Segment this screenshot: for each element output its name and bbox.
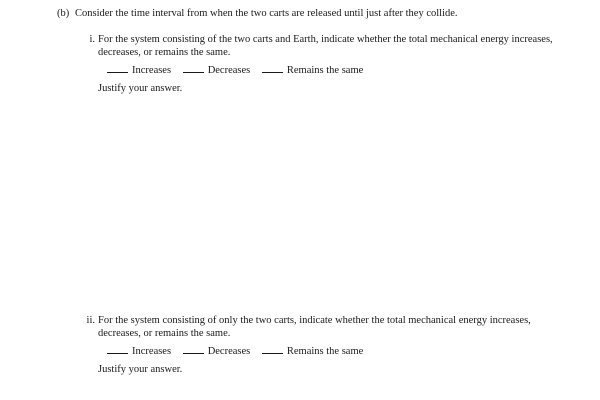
question-i-option-remains-same[interactable] <box>262 63 363 77</box>
question-i <box>79 33 559 95</box>
option-label: Remains the same <box>286 346 364 357</box>
part-b-letter: (b) <box>57 8 70 19</box>
question-ii-option-increases[interactable] <box>107 344 171 358</box>
question-i-justify-instruction: Justify your answer. <box>98 83 183 94</box>
part-b-intro: Consider the time interval from when the two carts are released until just after they collide. <box>75 8 458 19</box>
option-label: Remains the same <box>286 65 364 76</box>
part-b-heading <box>57 7 458 20</box>
question-ii-option-decreases[interactable] <box>183 344 251 358</box>
option-label: Increases <box>132 346 172 357</box>
option-label: Decreases <box>207 65 251 76</box>
question-i-option-increases[interactable] <box>107 63 171 77</box>
question-ii-prompt: For the system consisting of only the two carts, indicate whether the total mechanical energy increases, decreases, or remains the same. <box>98 315 531 339</box>
question-ii-justify-instruction: Justify your answer. <box>98 364 183 375</box>
option-label: Increases <box>132 65 172 76</box>
question-i-prompt: For the system consisting of the two carts and Earth, indicate whether the total mechanical energy increases, decreases, or remains the same. <box>98 34 553 58</box>
question-i-numeral: i. <box>89 34 95 45</box>
question-i-options <box>107 63 559 77</box>
option-label: Decreases <box>207 346 251 357</box>
question-ii-numeral: ii. <box>86 315 95 326</box>
answer-blank[interactable] <box>107 344 128 354</box>
answer-blank[interactable] <box>183 63 204 73</box>
question-ii <box>79 314 559 376</box>
question-ii-options <box>107 344 559 358</box>
question-ii-option-remains-same[interactable] <box>262 344 363 358</box>
answer-blank[interactable] <box>262 63 283 73</box>
question-i-option-decreases[interactable] <box>183 63 251 77</box>
answer-blank[interactable] <box>107 63 128 73</box>
answer-blank[interactable] <box>183 344 204 354</box>
answer-blank[interactable] <box>262 344 283 354</box>
